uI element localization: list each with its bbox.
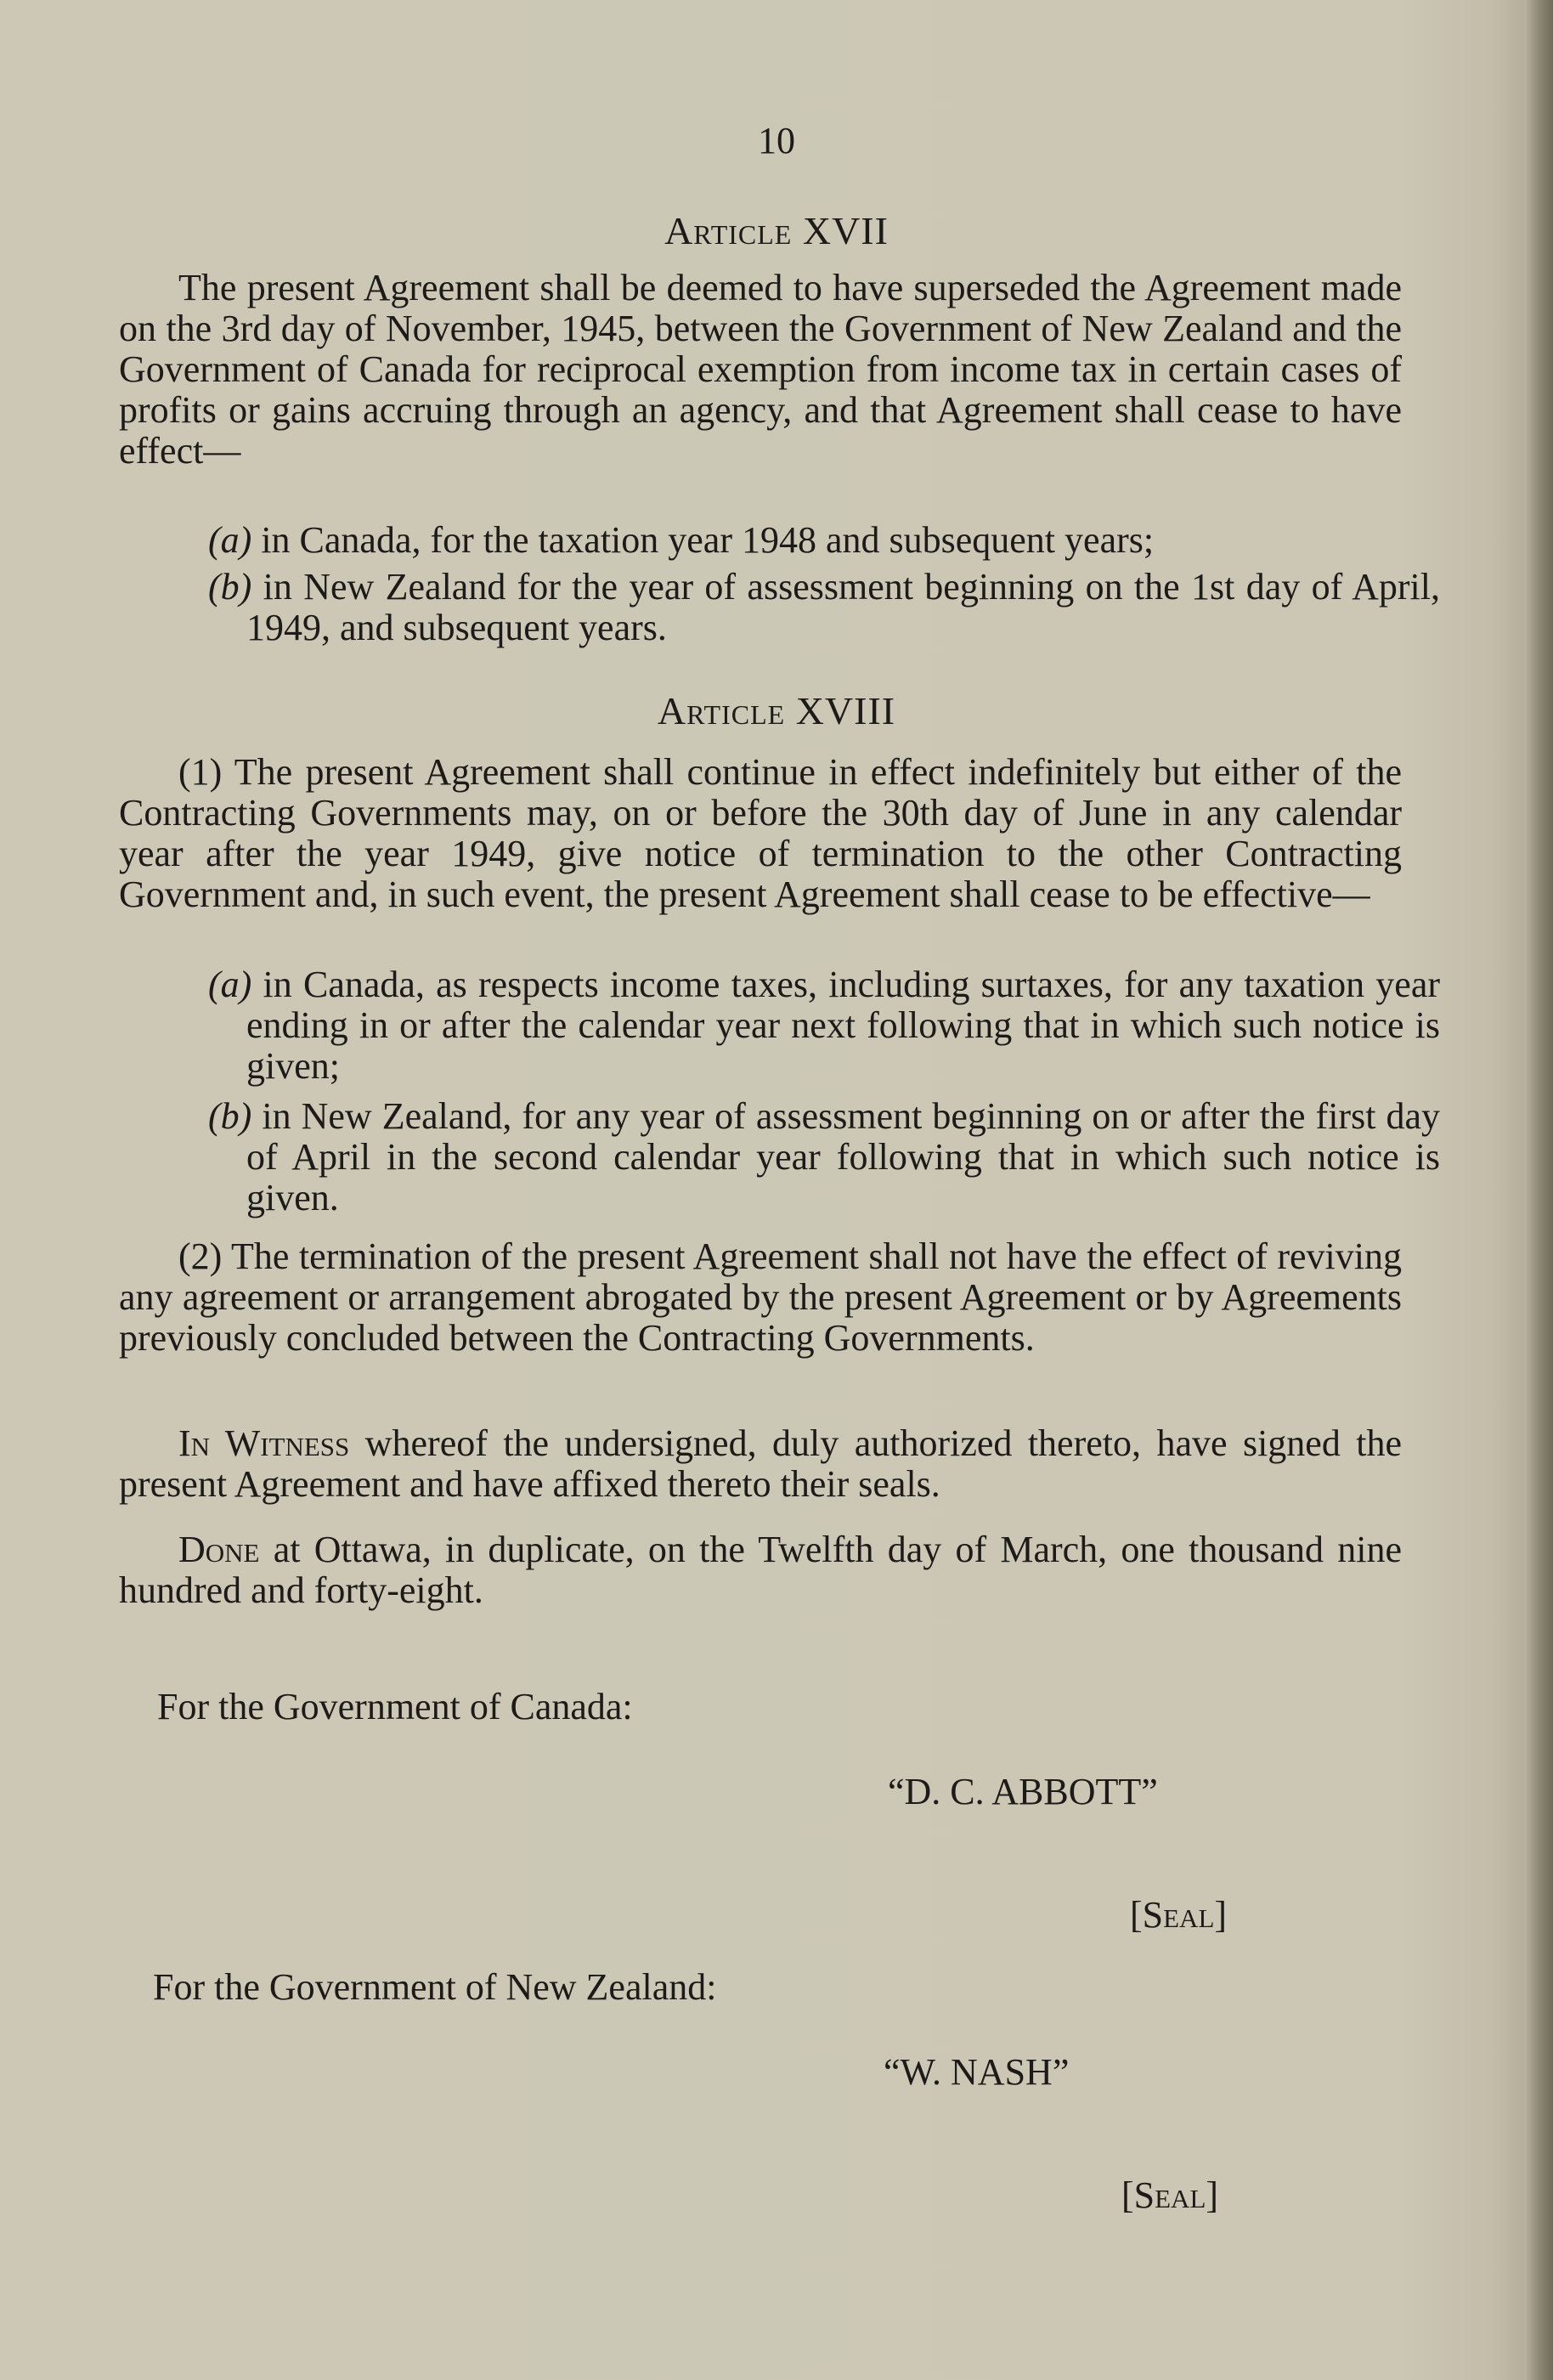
article-xvii-text: The present Agreement shall be deemed to have superseded the Agreement made on the 3rd day of November, 1945, between the Government of New Zealand and the Government of Canada for reciprocal exemption from income tax in certain cases of profits or gains accruing through an agency, and that Agreement shall cease to have effect— (119, 267, 1402, 472)
article-number: XVII (802, 209, 889, 252)
item-text: in Canada, as respects income taxes, including surtaxes, for any taxation year ending in or after the calendar year next following that in which such notice is given; (246, 964, 1440, 1087)
item-marker: (b) (208, 566, 252, 608)
article-xvii-body (119, 268, 1402, 472)
item-text: in New Zealand, for any year of assessment beginning on or after the first day of April in the second calendar year following that in which such notice is given. (246, 1095, 1440, 1218)
article-xviii-para-1-text: (1) The present Agreement shall continue in effect indefinitely but either of the Contracting Governments may, on or before the 30th day of June in any calendar year after the year 1949, give notice of termination to the other Contracting Government and, in such event, the present Agreement shall cease to be effective— (119, 751, 1402, 915)
nz-signature-label: For the Government of New Zealand: (153, 1966, 717, 2008)
canada-signatory: “D. C. ABBOTT” (888, 1771, 1158, 1812)
article-word: Article (657, 689, 786, 732)
canada-seal: [Seal] (1130, 1894, 1228, 1936)
item-text: in Canada, for the taxation year 1948 and subsequent years; (261, 519, 1155, 561)
article-xviii-para-2-text: (2) The termination of the present Agreement shall not have the effect of reviving any agreement or arrangement abrogated by the present Agreement or by Agreements previously concluded between the Contracting Governments. (119, 1235, 1402, 1359)
nz-signatory: “W. NASH” (884, 2051, 1070, 2093)
item-text: in New Zealand for the year of assessment beginning on the 1st day of April, 1949, and subsequent years. (246, 566, 1441, 648)
article-word: Article (664, 209, 793, 252)
done-clause (119, 1529, 1402, 1611)
article-xviii-para-1 (119, 752, 1402, 915)
article-number: XVIII (795, 689, 896, 732)
article-xvii-heading (0, 208, 1553, 253)
done-lead: Done (178, 1529, 260, 1570)
article-xvii-item-b (208, 567, 1440, 648)
canada-signature-label: For the Government of Canada: (157, 1686, 633, 1727)
item-marker: (a) (208, 964, 252, 1005)
done-text: at Ottawa, in duplicate, on the Twelfth day of March, one thousand nine hundred and forty-eight. (119, 1529, 1402, 1611)
page-number: 10 (758, 120, 795, 161)
article-xviii-heading (0, 688, 1553, 733)
article-xviii-para-2 (119, 1236, 1402, 1359)
witness-clause (119, 1423, 1402, 1505)
witness-text: whereof the undersigned, duly authorized thereto, have signed the present Agreement and have affixed thereto their seals. (119, 1422, 1403, 1505)
page-edge-shadow (1524, 0, 1553, 2380)
nz-seal: [Seal] (1121, 2174, 1219, 2216)
witness-lead: In Witness (178, 1422, 350, 1464)
article-xvii-item-a (208, 520, 1440, 561)
item-marker: (b) (208, 1095, 252, 1137)
article-xviii-item-b (208, 1096, 1440, 1218)
article-xviii-item-a (208, 964, 1440, 1087)
item-marker: (a) (208, 519, 252, 561)
